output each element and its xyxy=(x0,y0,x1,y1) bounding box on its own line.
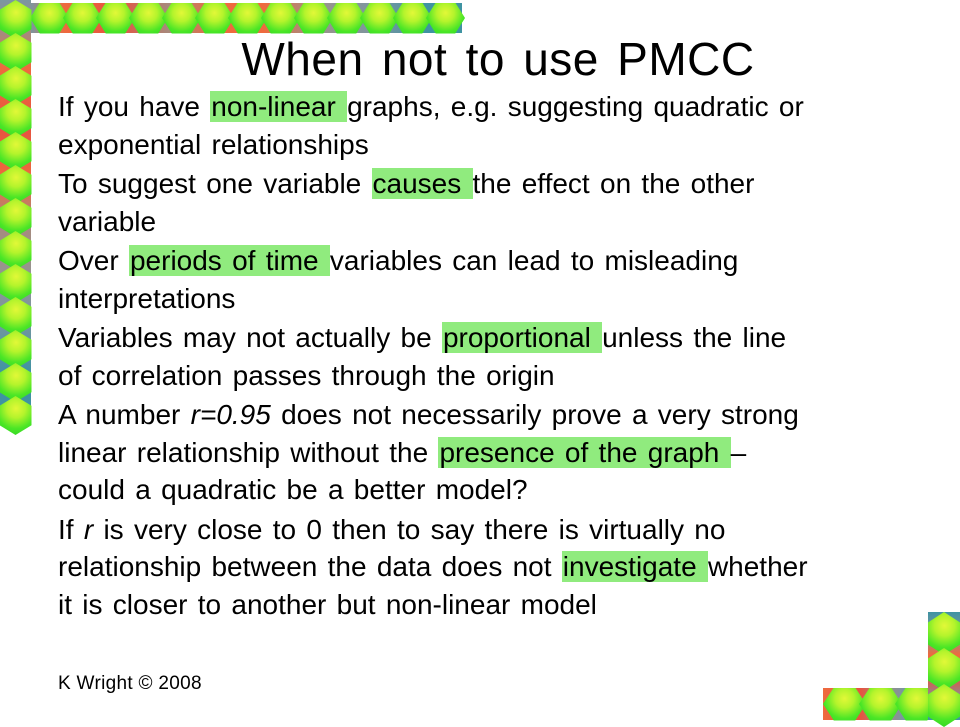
text-line xyxy=(58,586,928,624)
text-line xyxy=(58,434,928,472)
hexagon-icon xyxy=(0,198,32,237)
text-segment: graphs, e.g. suggesting quadratic or xyxy=(347,91,804,122)
text-segment: whether xyxy=(708,551,808,582)
copyright-footer: K Wright © 2008 xyxy=(58,673,202,695)
bullet-list xyxy=(58,88,928,625)
text-segment: A number xyxy=(58,399,191,430)
text-segment: of correlation passes through the origin xyxy=(58,360,555,391)
text-line xyxy=(58,203,928,241)
paragraph xyxy=(58,88,928,163)
text-segment: Over xyxy=(58,245,129,276)
text-line xyxy=(58,548,928,586)
highlighted-term: proportional xyxy=(442,322,602,353)
hexagon-icon xyxy=(0,363,32,402)
hexagon-icon xyxy=(0,33,32,72)
text-line xyxy=(58,396,928,434)
text-segment: is very close to 0 then to say there is virtually no xyxy=(93,514,725,545)
text-line xyxy=(58,319,928,357)
hexagon-icon xyxy=(0,66,32,105)
text-segment: variable xyxy=(58,206,156,237)
text-segment: exponential relationships xyxy=(58,129,369,160)
text-line xyxy=(58,165,928,203)
bottom-right-hexagon-border-horizontal xyxy=(823,688,930,720)
paragraph xyxy=(58,319,928,394)
highlighted-term: investigate xyxy=(562,551,708,582)
text-line xyxy=(58,126,928,164)
highlighted-term: causes xyxy=(372,168,473,199)
paragraph xyxy=(58,242,928,317)
text-segment: r=0.95 xyxy=(191,399,271,430)
text-segment: – xyxy=(731,437,747,468)
hexagon-icon xyxy=(426,3,465,34)
text-line xyxy=(58,280,928,318)
text-line xyxy=(58,471,928,509)
text-segment: unless the line xyxy=(602,322,786,353)
text-line xyxy=(58,357,928,395)
bottom-right-hexagon-border-vertical xyxy=(928,612,960,720)
highlighted-term: presence of the graph xyxy=(438,437,730,468)
hexagon-icon xyxy=(928,684,960,727)
paragraph xyxy=(58,165,928,240)
text-line xyxy=(58,511,928,549)
text-segment: linear relationship without the xyxy=(58,437,438,468)
text-segment: Variables may not actually be xyxy=(58,322,442,353)
text-segment: If xyxy=(58,514,84,545)
hexagon-icon xyxy=(0,132,32,171)
text-segment: variables can lead to misleading xyxy=(330,245,738,276)
slide-title: When not to use PMCC xyxy=(36,33,960,85)
text-line xyxy=(58,88,928,126)
text-segment: relationship between the data does not xyxy=(58,551,562,582)
highlighted-term: non-linear xyxy=(210,91,347,122)
text-segment: interpretations xyxy=(58,283,235,314)
paragraph xyxy=(58,511,928,624)
highlighted-term: periods of time xyxy=(129,245,330,276)
hexagon-icon xyxy=(0,165,32,204)
hexagon-icon xyxy=(0,330,32,369)
text-segment: To suggest one variable xyxy=(58,168,372,199)
paragraph xyxy=(58,396,928,509)
left-hexagon-border xyxy=(0,0,31,425)
hexagon-icon xyxy=(0,396,32,435)
text-segment: the effect on the other xyxy=(473,168,755,199)
top-hexagon-border xyxy=(30,3,462,33)
hexagon-icon xyxy=(0,264,32,303)
hexagon-icon xyxy=(0,231,32,270)
hexagon-icon xyxy=(0,0,32,39)
text-line xyxy=(58,242,928,280)
text-segment: If you have xyxy=(58,91,210,122)
text-segment: r xyxy=(84,514,93,545)
text-segment: does not necessarily prove a very strong xyxy=(271,399,799,430)
text-segment: it is closer to another but non-linear model xyxy=(58,589,597,620)
hexagon-icon xyxy=(0,99,32,138)
hexagon-icon xyxy=(0,297,32,336)
text-segment: could a quadratic be a better model? xyxy=(58,474,528,505)
